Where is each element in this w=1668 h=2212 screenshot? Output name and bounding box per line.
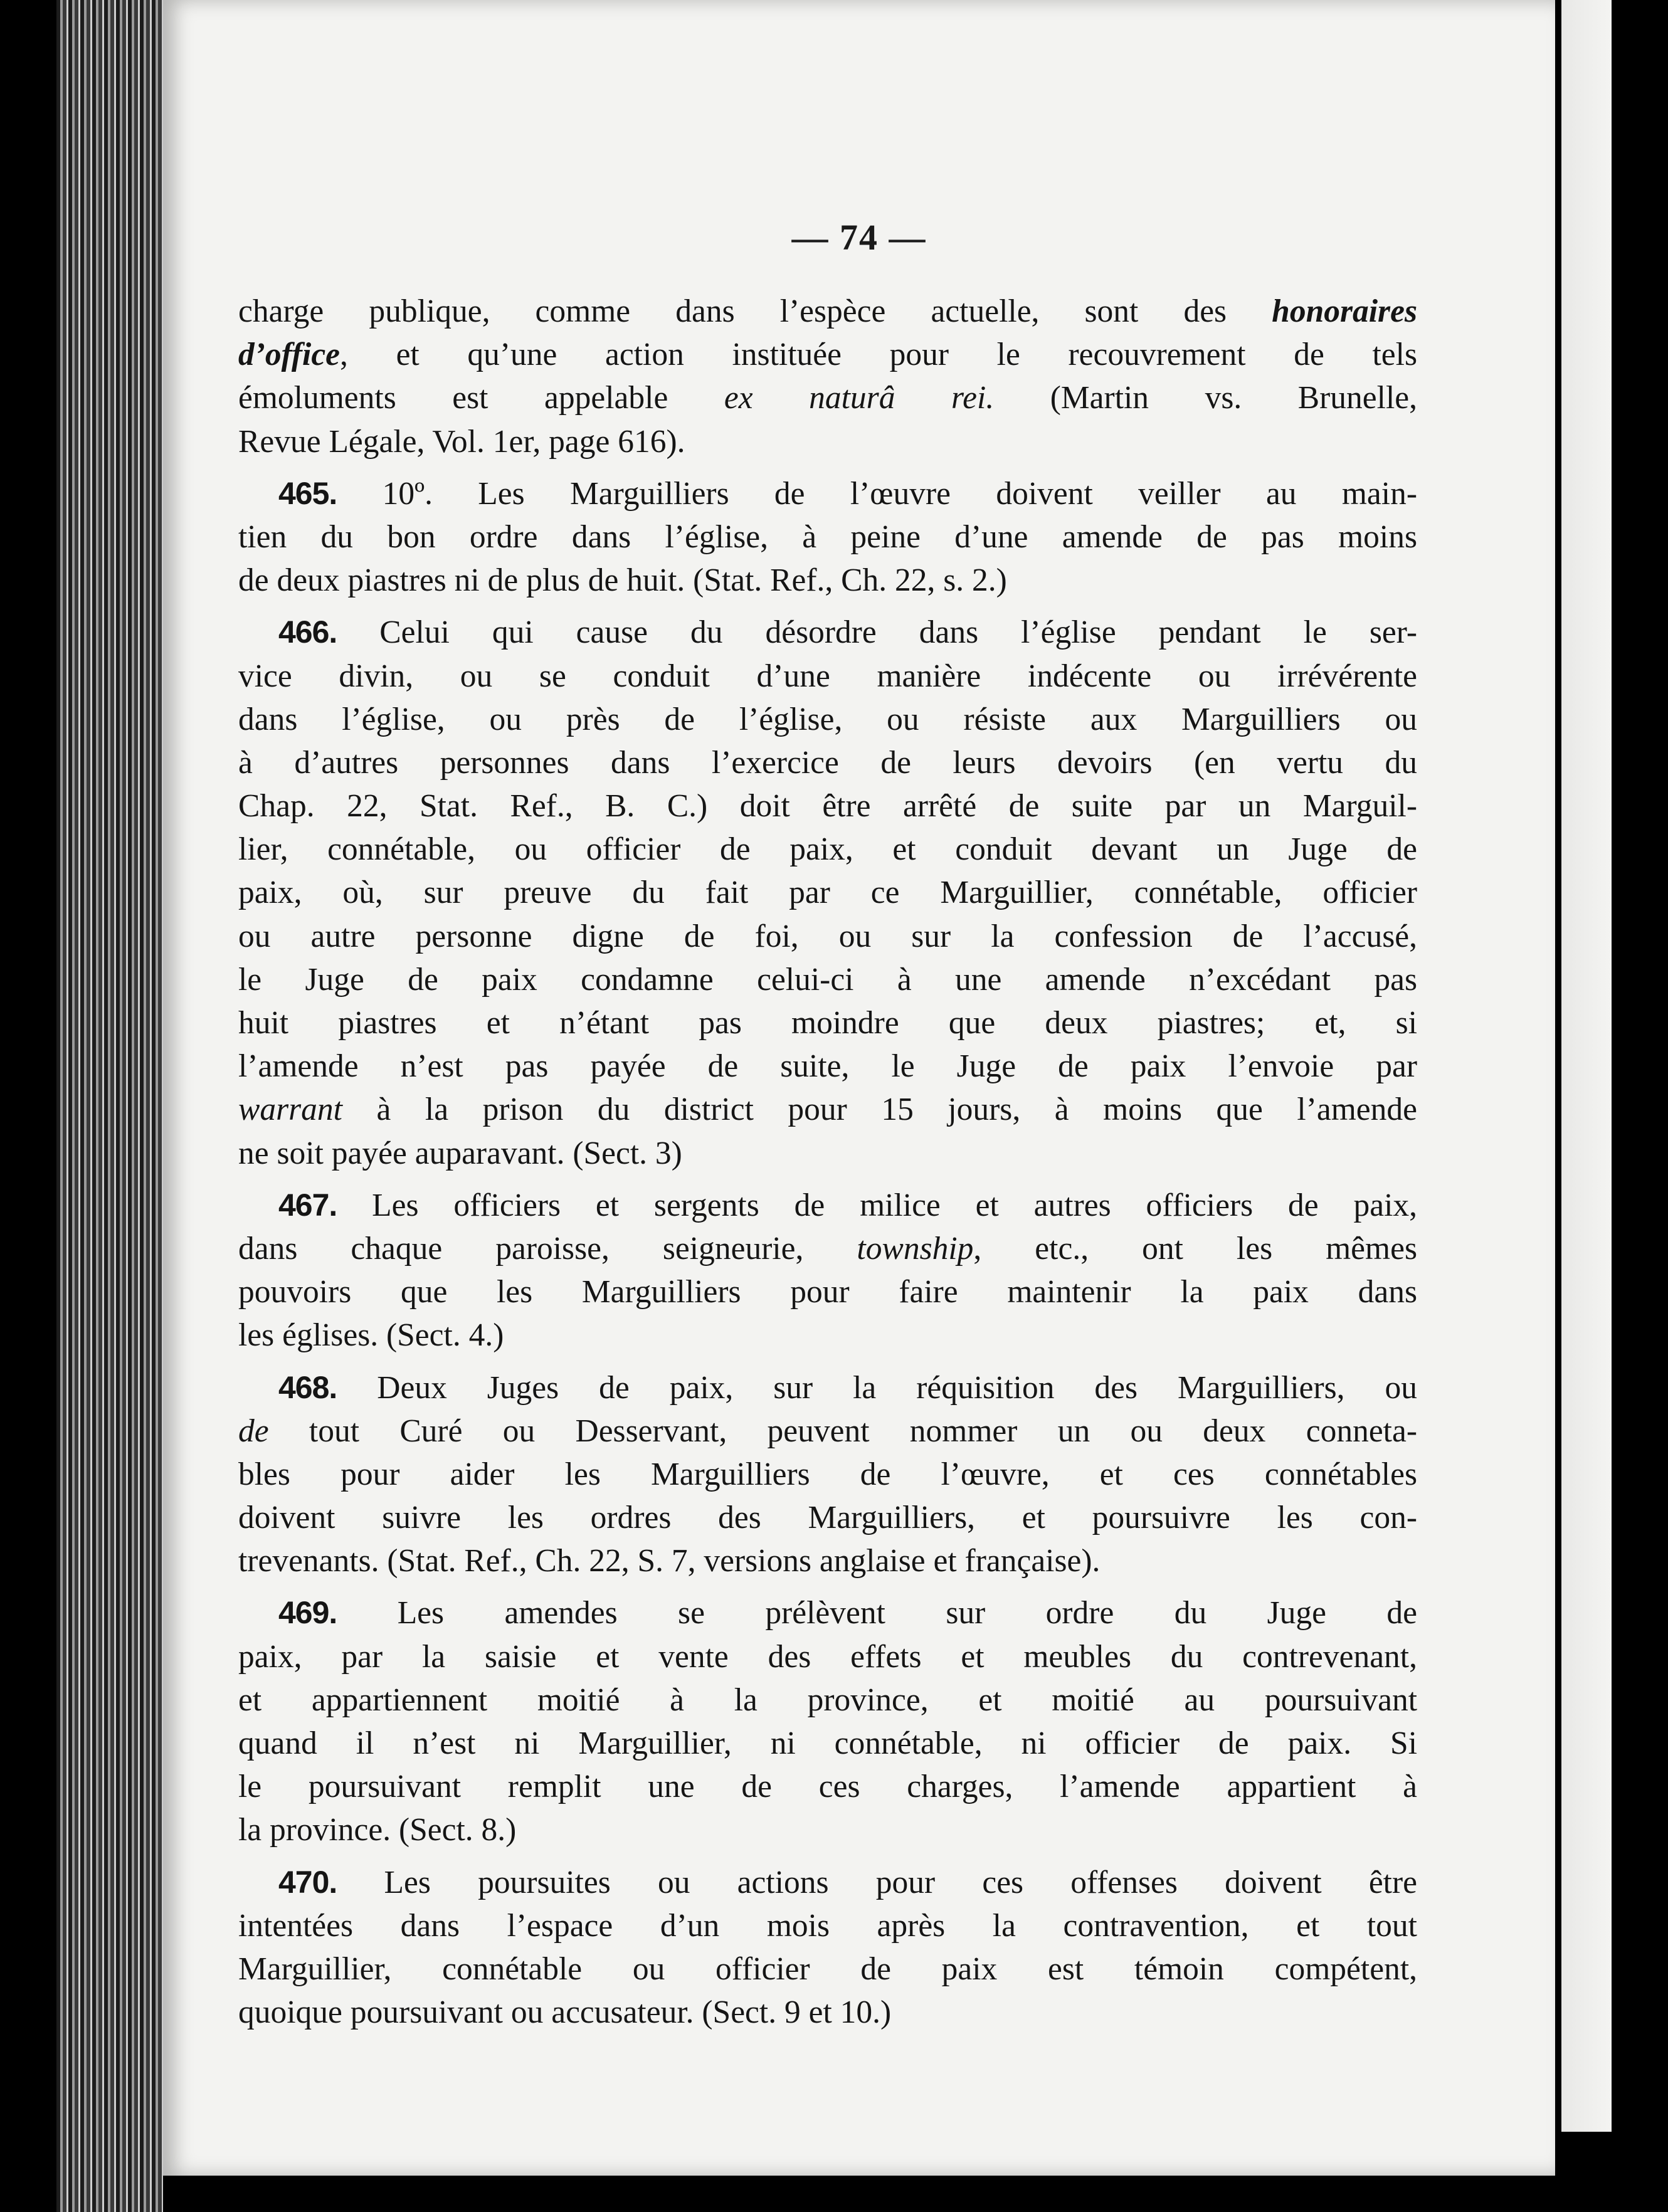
text-run: doivent suivre les ordres des Marguilliers, et poursuivre les con- [238, 1500, 1417, 1536]
paragraph-gap [238, 602, 1417, 611]
italic-term: ex naturâ rei. [724, 380, 995, 416]
article-466 [238, 611, 1417, 1174]
article-number: 470. [278, 1864, 337, 1900]
text-run: bles pour aider les Marguilliers de l’œuvre, et ces connétables [238, 1456, 1417, 1492]
text-run: (Martin vs. Brunelle, [994, 380, 1418, 416]
text-line [238, 611, 1417, 654]
paragraph-continuation [238, 290, 1417, 463]
article-465 [238, 472, 1417, 603]
text-line [238, 472, 1417, 515]
text-run: ou autre personne digne de foi, ou sur la confession de l’accusé, [238, 918, 1417, 954]
text-line [238, 1861, 1417, 1904]
article-469 [238, 1591, 1417, 1851]
text-line [238, 1635, 1417, 1678]
text-line [238, 1808, 1417, 1851]
text-line [238, 698, 1417, 741]
article-number: 467. [278, 1187, 337, 1223]
text-run: émoluments est appelable [238, 380, 724, 416]
text-line [238, 784, 1417, 828]
article-number: 465. [278, 475, 337, 511]
text-run: , etc., ont les mêmes [973, 1230, 1417, 1267]
text-run: Chap. 22, Stat. Ref., B. C.) doit être arrêté de suite par un Marguil- [238, 788, 1417, 824]
text-run: dans chaque paroisse, seigneurie, [238, 1230, 857, 1267]
text-run: charge publique, comme dans l’espèce actuelle, sont des [238, 293, 1272, 329]
text-line [238, 1088, 1417, 1131]
text-run: Deux Juges de paix, sur la réquisition des Marguilliers, ou [337, 1369, 1417, 1406]
text-line [238, 1947, 1417, 1991]
text-line [238, 515, 1417, 559]
text-line [238, 1001, 1417, 1045]
text-line [238, 376, 1417, 419]
text-run: quand il n’est ni Marguillier, ni connétable, ni officier de paix. Si [238, 1725, 1417, 1761]
text-run: le poursuivant remplit une de ces charges, l’amende appartient à [238, 1769, 1417, 1805]
text-line [238, 290, 1417, 333]
text-run: Celui qui cause du désordre dans l’église pendant le ser- [337, 614, 1417, 651]
article-number: 469. [278, 1595, 337, 1631]
text-run: Revue Légale, Vol. 1er, page 616). [238, 423, 685, 460]
text-line [238, 420, 1417, 463]
text-run: la province. (Sect. 8.) [238, 1812, 517, 1848]
text-run: de deux piastres ni de plus de huit. (Stat. Ref., Ch. 22, s. 2.) [238, 562, 1007, 599]
text-run: et appartiennent moitié à la province, et moitié au poursuivant [238, 1682, 1417, 1718]
text-line [238, 1591, 1417, 1635]
text-line [238, 1270, 1417, 1314]
text-line [238, 958, 1417, 1001]
paragraph-gap [238, 1583, 1417, 1591]
text-line [238, 1496, 1417, 1539]
text-line [238, 1453, 1417, 1496]
text-run: pouvoirs que les Marguilliers pour faire maintenir la paix dans [238, 1274, 1417, 1310]
facing-page-edge [1561, 0, 1612, 2132]
text-run: à d’autres personnes dans l’exercice de leurs devoirs (en vertu du [238, 744, 1417, 781]
text-run: intentées dans l’espace d’un mois après la contravention, et tout [238, 1907, 1417, 1944]
text-run: tout Curé ou Desservant, peuvent nommer un ou deux conneta- [268, 1413, 1417, 1449]
text-line [238, 1904, 1417, 1947]
text-line [238, 1765, 1417, 1808]
bold-italic-term: d’office [238, 337, 340, 373]
body-text [238, 290, 1417, 2034]
text-run: 10º. Les Marguilliers de l’œuvre doivent veiller au main- [337, 475, 1417, 512]
text-run: à la prison du district pour 15 jours, à moins que l’amende [342, 1092, 1417, 1128]
text-run: Les poursuites ou actions pour ces offenses doivent être [337, 1864, 1417, 1900]
text-run: Marguillier, connétable ou officier de paix est témoin compétent, [238, 1951, 1417, 1987]
paragraph-gap [238, 1175, 1417, 1184]
italic-term: township [857, 1230, 974, 1267]
italic-term: de [238, 1413, 269, 1449]
article-468 [238, 1366, 1417, 1583]
text-line [238, 1045, 1417, 1088]
text-run: ne soit payée auparavant. (Sect. 3) [238, 1135, 682, 1171]
article-number: 468. [278, 1369, 337, 1405]
text-run: Les amendes se prélèvent sur ordre du Juge de [337, 1595, 1417, 1631]
text-line [238, 1132, 1417, 1175]
text-run: , et qu’une action instituée pour le recouvrement de tels [340, 337, 1417, 373]
text-run: Les officiers et sergents de milice et autres officiers de paix, [337, 1187, 1417, 1223]
article-467 [238, 1184, 1417, 1357]
text-run: dans l’église, ou près de l’église, ou résiste aux Marguilliers ou [238, 701, 1417, 737]
text-run: trevenants. (Stat. Ref., Ch. 22, S. 7, versions anglaise et française). [238, 1543, 1101, 1579]
text-line [238, 1678, 1417, 1722]
text-run: paix, où, sur preuve du fait par ce Marguillier, connétable, officier [238, 875, 1417, 911]
paragraph-gap [238, 463, 1417, 472]
text-line [238, 1722, 1417, 1765]
text-run: l’amende n’est pas payée de suite, le Juge de paix l’envoie par [238, 1048, 1417, 1085]
text-line [238, 828, 1417, 871]
text-line [238, 915, 1417, 958]
text-run: quoique poursuivant ou accusateur. (Sect. 9 et 10.) [238, 1994, 892, 2031]
text-run: le Juge de paix condamne celui-ci à une amende n’excédant pas [238, 961, 1417, 998]
text-run: tien du bon ordre dans l’église, à peine d’une amende de pas moins [238, 519, 1417, 555]
text-run: les églises. (Sect. 4.) [238, 1317, 504, 1354]
text-line [238, 871, 1417, 914]
book-gutter-edges [56, 0, 163, 2212]
text-line [238, 333, 1417, 376]
text-line [238, 559, 1417, 602]
text-line [238, 1184, 1417, 1227]
text-line [238, 1366, 1417, 1409]
text-run: vice divin, ou se conduit d’une manière indécente ou irrévérente [238, 658, 1417, 694]
text-line [238, 741, 1417, 784]
italic-term: warrant [238, 1092, 342, 1128]
text-line [238, 1314, 1417, 1357]
page-number: — 74 — [791, 217, 927, 258]
paragraph-gap [238, 1852, 1417, 1861]
paragraph-gap [238, 1357, 1417, 1366]
article-470 [238, 1861, 1417, 2035]
text-line [238, 1227, 1417, 1270]
text-line [238, 655, 1417, 698]
text-line [238, 1409, 1417, 1453]
text-line [238, 1991, 1417, 2034]
text-line [238, 1539, 1417, 1583]
text-run: lier, connétable, ou officier de paix, et conduit devant un Juge de [238, 831, 1417, 868]
bold-italic-term: honoraires [1272, 293, 1417, 329]
text-run: huit piastres et n’étant pas moindre que deux piastres; et, si [238, 1005, 1417, 1041]
text-run: paix, par la saisie et vente des effets et meubles du contrevenant, [238, 1638, 1417, 1675]
article-number: 466. [278, 614, 337, 650]
